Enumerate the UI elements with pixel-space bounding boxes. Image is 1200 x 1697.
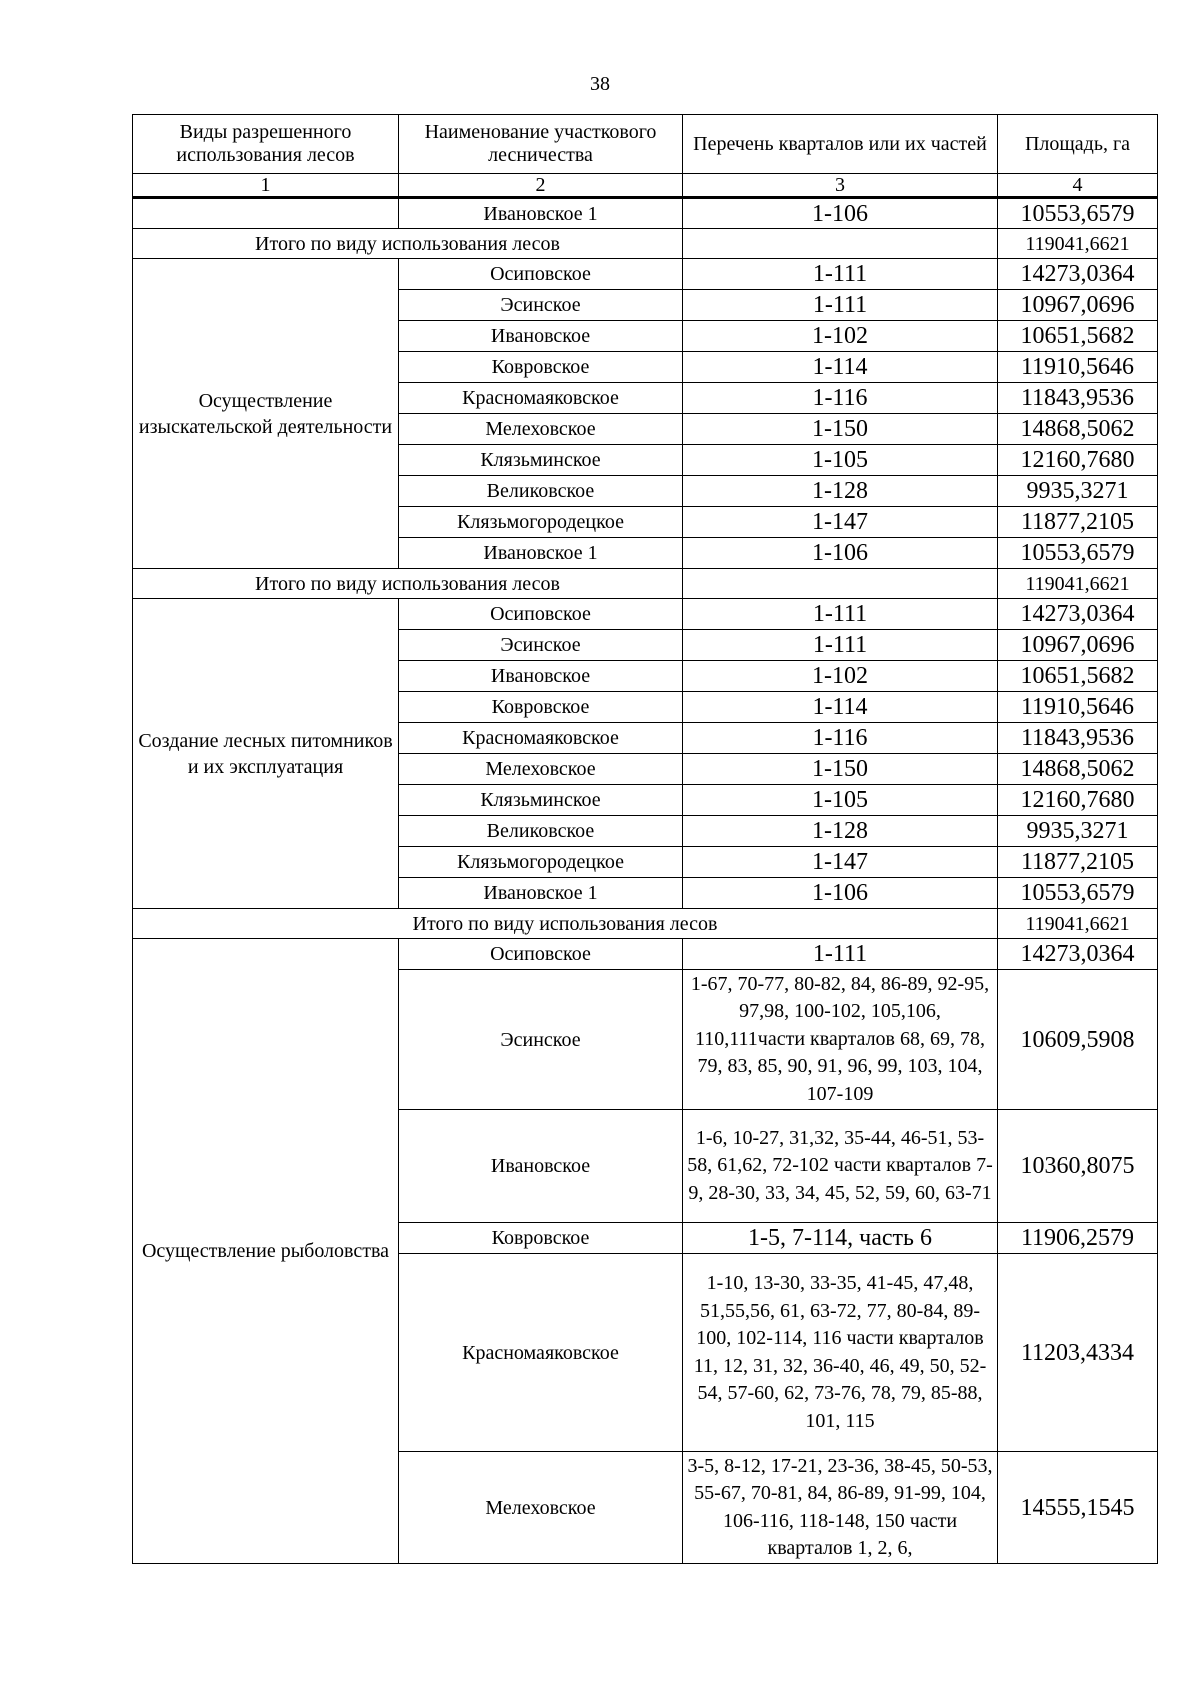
district-cell: Клязьмогородецкое [399,507,683,538]
total-empty-cell [683,569,998,599]
district-cell: Красномаяковское [399,723,683,754]
header-quarters: Перечень кварталов или их частей [683,115,998,174]
quarters-cell: 1-128 [683,816,998,847]
area-cell: 11843,9536 [998,383,1158,414]
table-row [133,939,1158,970]
district-cell: Великовское [399,816,683,847]
district-cell: Ковровское [399,692,683,723]
area-cell: 11910,5646 [998,692,1158,723]
page-number: 38 [590,73,610,95]
quarters-cell: 1-106 [683,198,998,229]
quarters-cell: 1-147 [683,507,998,538]
district-cell: Великовское [399,476,683,507]
quarters-cell: 1-5, 7-114, часть 6 [683,1223,998,1254]
quarters-cell: 1-114 [683,352,998,383]
quarters-cell: 1-106 [683,878,998,909]
area-cell: 9935,3271 [998,476,1158,507]
table-row [133,599,1158,630]
area-cell: 12160,7680 [998,445,1158,476]
quarters-cell: 1-128 [683,476,998,507]
area-cell: 14868,5062 [998,414,1158,445]
quarters-cell: 1-111 [683,939,998,970]
quarters-cell: 1-116 [683,383,998,414]
area-cell: 10553,6579 [998,198,1158,229]
total-area: 119041,6621 [998,229,1158,259]
district-cell: Эсинское [399,630,683,661]
area-cell: 14273,0364 [998,259,1158,290]
quarters-cell: 1-105 [683,785,998,816]
total-empty-cell [683,229,998,259]
district-cell: Ивановское 1 [399,198,683,229]
area-cell: 10651,5682 [998,661,1158,692]
quarters-cell: 1-102 [683,321,998,352]
district-cell: Эсинское [399,970,683,1110]
area-cell: 14273,0364 [998,939,1158,970]
column-number: 4 [998,174,1158,198]
district-cell: Красномаяковское [399,383,683,414]
use-type-cell: Создание лесных питомников и их эксплуатация [133,599,399,909]
quarters-cell: 1-111 [683,290,998,321]
quarters-cell: 1-150 [683,414,998,445]
area-cell: 11877,2105 [998,507,1158,538]
quarters-cell: 1-6, 10-27, 31,32, 35-44, 46-51, 53-58, 61,62, 72-102 части кварталов 7-9, 28-30, 33, 34, 45, 52, 59, 60, 63-71 [683,1110,998,1223]
quarters-cell: 1-111 [683,599,998,630]
district-cell: Клязьминское [399,445,683,476]
quarters-cell: 1-10, 13-30, 33-35, 41-45, 47,48, 51,55,56, 61, 63-72, 77, 80-84, 89-100, 102-114, 116 части кварталов 11, 12, 31, 32, 36-40, 46, 49, 50, 52-54, 57-60, 62, 73-76, 78, 79, 85-88, 101, 115 [683,1254,998,1452]
quarters-cell: 1-106 [683,538,998,569]
area-cell: 11906,2579 [998,1223,1158,1254]
forest-use-table [132,114,1158,1564]
column-number: 2 [399,174,683,198]
quarters-cell: 1-105 [683,445,998,476]
district-cell: Ивановское 1 [399,538,683,569]
district-cell: Осиповское [399,599,683,630]
district-cell: Клязьмогородецкое [399,847,683,878]
area-cell: 10553,6579 [998,878,1158,909]
column-number: 1 [133,174,399,198]
district-cell: Мелеховское [399,414,683,445]
area-cell: 11877,2105 [998,847,1158,878]
district-cell: Осиповское [399,939,683,970]
area-cell: 11910,5646 [998,352,1158,383]
area-cell: 11203,4334 [998,1254,1158,1452]
total-label: Итого по виду использования лесов [133,569,683,599]
district-cell: Эсинское [399,290,683,321]
table-row [133,259,1158,290]
area-cell: 14868,5062 [998,754,1158,785]
quarters-cell: 1-111 [683,630,998,661]
total-row [133,569,1158,599]
use-type-cell: Осуществление рыболовства [133,939,399,1564]
header-use-type: Виды разрешенного использования лесов [133,115,399,174]
area-cell: 10967,0696 [998,290,1158,321]
quarters-cell: 1-67, 70-77, 80-82, 84, 86-89, 92-95, 97,98, 100-102, 105,106, 110,111части кварталов 68, 69, 78, 79, 83, 85, 90, 91, 96, 99, 103, 104, 107-109 [683,970,998,1110]
quarters-cell: 1-147 [683,847,998,878]
quarters-cell: 1-150 [683,754,998,785]
total-label: Итого по виду использования лесов [133,229,683,259]
district-cell: Ковровское [399,1223,683,1254]
quarters-cell: 1-102 [683,661,998,692]
district-cell: Ивановское [399,1110,683,1223]
total-row [133,909,1158,939]
quarters-cell: 1-114 [683,692,998,723]
district-cell: Осиповское [399,259,683,290]
area-cell: 12160,7680 [998,785,1158,816]
quarters-cell: 1-111 [683,259,998,290]
quarters-cell: 3-5, 8-12, 17-21, 23-36, 38-45, 50-53, 55-67, 70-81, 84, 86-89, 91-99, 104, 106-116, 118-148, 150 части кварталов 1, 2, 6, [683,1452,998,1564]
area-cell: 10967,0696 [998,630,1158,661]
total-area: 119041,6621 [998,909,1158,939]
district-cell: Клязьминское [399,785,683,816]
district-cell: Красномаяковское [399,1254,683,1452]
area-cell: 14273,0364 [998,599,1158,630]
district-cell: Ковровское [399,352,683,383]
header-area: Площадь, га [998,115,1158,174]
use-type-cell: Осуществление изыскательской деятельности [133,259,399,569]
total-row [133,229,1158,259]
area-cell: 10609,5908 [998,970,1158,1110]
district-cell: Ивановское 1 [399,878,683,909]
area-cell: 9935,3271 [998,816,1158,847]
column-number: 3 [683,174,998,198]
area-cell: 14555,1545 [998,1452,1158,1564]
area-cell: 11843,9536 [998,723,1158,754]
quarters-cell: 1-116 [683,723,998,754]
total-area: 119041,6621 [998,569,1158,599]
area-cell: 10360,8075 [998,1110,1158,1223]
district-cell: Мелеховское [399,754,683,785]
district-cell: Мелеховское [399,1452,683,1564]
area-cell: 10553,6579 [998,538,1158,569]
area-cell: 10651,5682 [998,321,1158,352]
district-cell: Ивановское [399,321,683,352]
use-type-cell [133,198,399,229]
total-label: Итого по виду использования лесов [133,909,998,939]
header-district: Наименование участкового лесничества [399,115,683,174]
district-cell: Ивановское [399,661,683,692]
table-row [133,198,1158,229]
